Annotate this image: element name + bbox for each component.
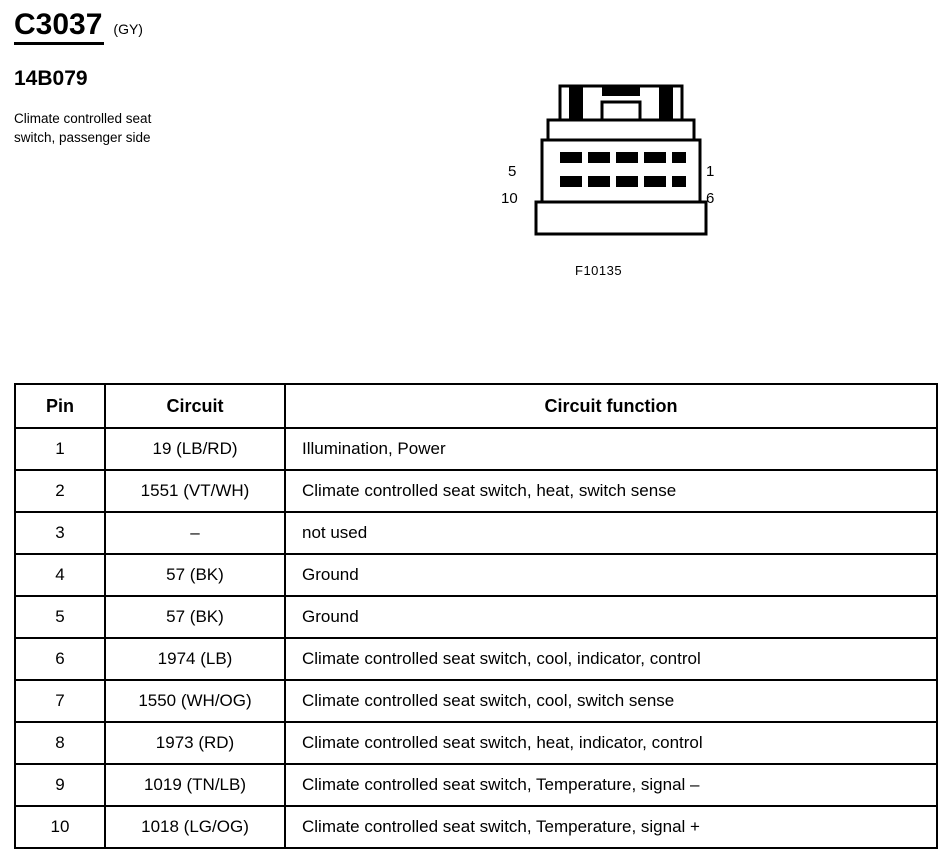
part-number: 14B079 (14, 67, 88, 90)
table-row (15, 428, 937, 470)
cell-circuit: 19 (LB/RD) (105, 428, 285, 470)
pin-table (14, 383, 938, 849)
cell-circuit: 1973 (RD) (105, 722, 285, 764)
cell-pin: 6 (15, 638, 105, 680)
pin-label-right-bottom: 6 (706, 190, 715, 207)
cell-circuit-function: Climate controlled seat switch, heat, switch sense (285, 470, 937, 512)
table-row (15, 680, 937, 722)
cell-pin: 10 (15, 806, 105, 848)
pin-table-container (14, 383, 936, 849)
cell-circuit-function: Climate controlled seat switch, Temperature, signal – (285, 764, 937, 806)
connector-id: C3037 (14, 8, 104, 45)
connector-description: Climate controlled seat switch, passenger side (14, 111, 152, 145)
table-row (15, 722, 937, 764)
pin-label-right-top: 1 (706, 163, 715, 180)
pin-label-left-bottom: 10 (501, 190, 518, 207)
cell-circuit: 1974 (LB) (105, 638, 285, 680)
cell-pin: 9 (15, 764, 105, 806)
cell-pin: 2 (15, 470, 105, 512)
cell-circuit-function: Climate controlled seat switch, Temperature, signal + (285, 806, 937, 848)
cell-circuit: 57 (BK) (105, 554, 285, 596)
cell-circuit-function: Illumination, Power (285, 428, 937, 470)
cell-pin: 4 (15, 554, 105, 596)
cell-circuit: 1550 (WH/OG) (105, 680, 285, 722)
cell-pin: 1 (15, 428, 105, 470)
connector-diagram-icon (500, 78, 740, 258)
column-header-pin: Pin (15, 384, 105, 428)
connector-color-code: (GY) (113, 21, 143, 37)
cell-circuit-function: Ground (285, 596, 937, 638)
cell-circuit-function: Climate controlled seat switch, cool, switch sense (285, 680, 937, 722)
table-body (15, 428, 937, 848)
cell-pin: 5 (15, 596, 105, 638)
cell-circuit: 1018 (LG/OG) (105, 806, 285, 848)
cell-circuit-function: Ground (285, 554, 937, 596)
table-row (15, 806, 937, 848)
cell-circuit-function: not used (285, 512, 937, 554)
connector-figure (470, 78, 770, 293)
table-row (15, 470, 937, 512)
cell-circuit-function: Climate controlled seat switch, cool, indicator, control (285, 638, 937, 680)
pin-label-left-top: 5 (508, 163, 517, 180)
table-row (15, 596, 937, 638)
column-header-function: Circuit function (285, 384, 937, 428)
cell-circuit: 57 (BK) (105, 596, 285, 638)
cell-circuit: 1019 (TN/LB) (105, 764, 285, 806)
column-header-circuit: Circuit (105, 384, 285, 428)
cell-pin: 3 (15, 512, 105, 554)
table-row (15, 512, 937, 554)
figure-code: F10135 (575, 263, 623, 278)
cell-circuit: – (105, 512, 285, 554)
cell-pin: 7 (15, 680, 105, 722)
table-row (15, 764, 937, 806)
cell-pin: 8 (15, 722, 105, 764)
cell-circuit-function: Climate controlled seat switch, heat, indicator, control (285, 722, 937, 764)
connector-id-row (14, 8, 194, 45)
table-row (15, 554, 937, 596)
table-header-row (15, 384, 937, 428)
connector-header (14, 8, 194, 147)
cell-circuit: 1551 (VT/WH) (105, 470, 285, 512)
table-row (15, 638, 937, 680)
